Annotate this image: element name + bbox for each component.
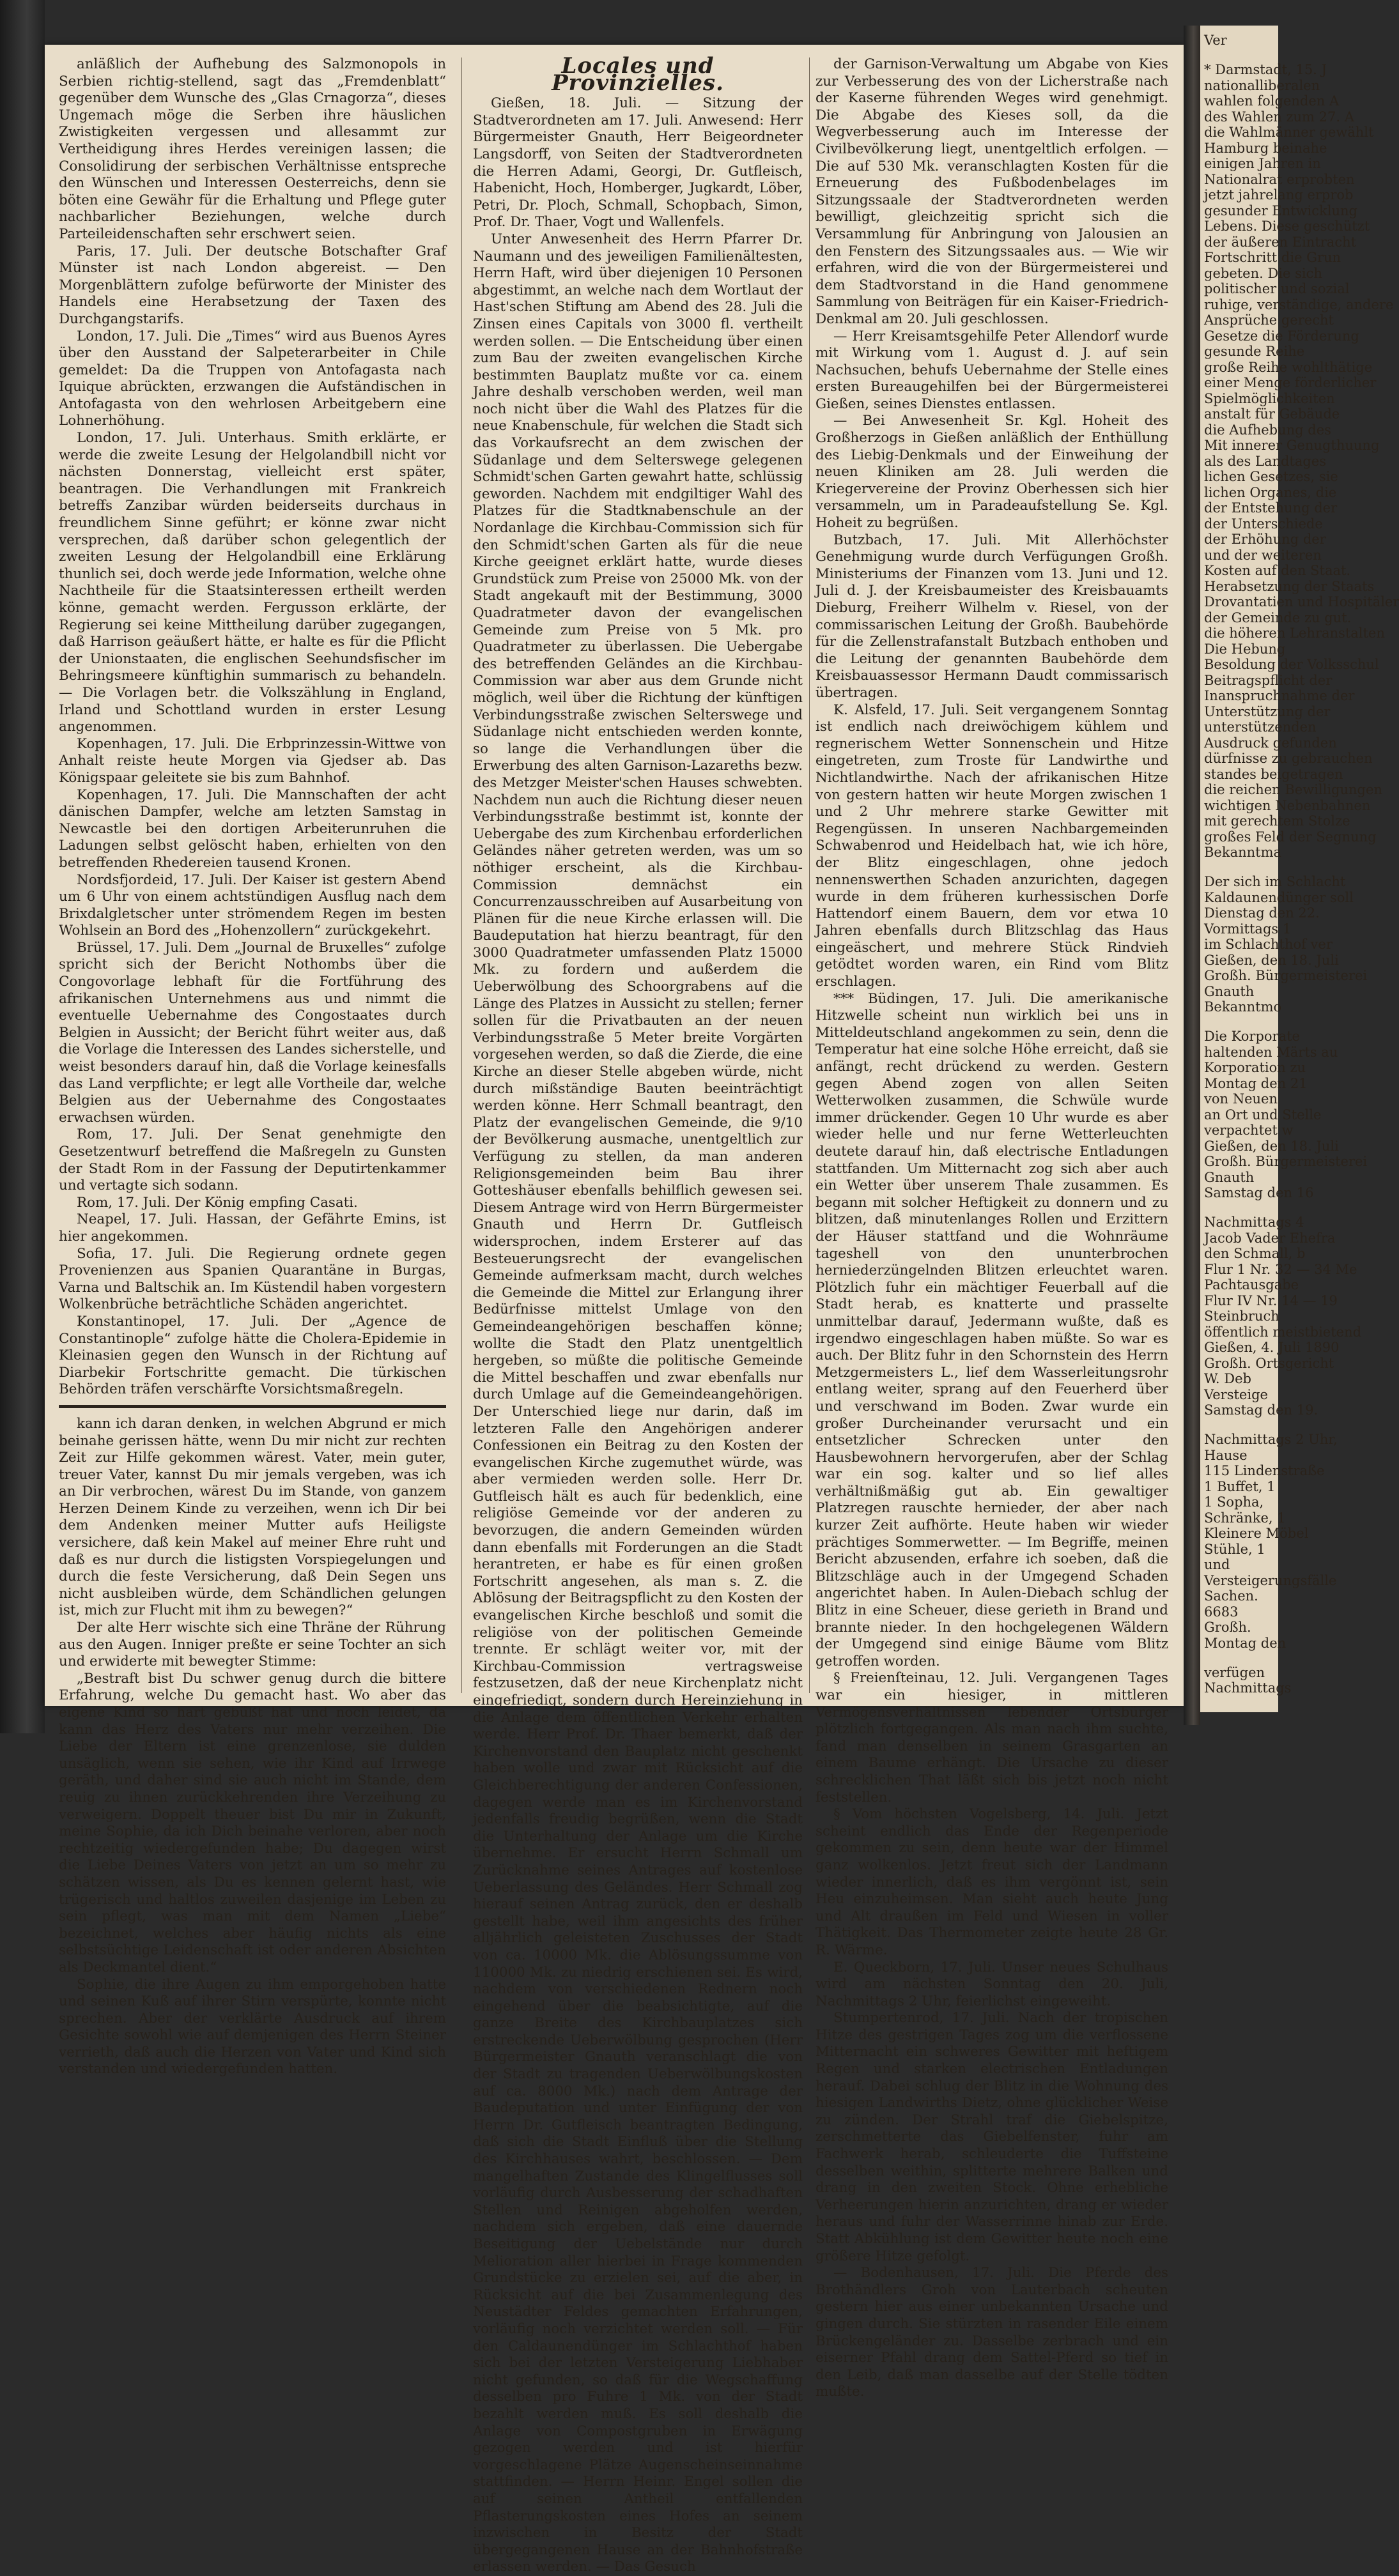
adjacent-page-line: der Erhöhung der [1204,532,1326,547]
adjacent-page-line: Flur 1 Nr. 32 — 34 Me [1204,1261,1357,1277]
adjacent-page-line: des Wahlen zum 27. A [1204,109,1354,125]
local-paragraph: Unter Anwesenheit des Herrn Pfarrer Dr. Naumann und des jeweiligen Familienältesten, Herrn Haft, wird über diejenigen 10 Personen abgestimmt, an welche nach dem Wortlaut der Hast'schen Stiftung am Abend des 28. Juli die Zinsen eines Capitals von 3000 fl. vertheilt werden sollen. — Die Entscheidung über einen zum Bau der zweiten evangelischen Kirche bestimmten Bauplatz mußte vor ca. einem Jahre deshalb verschoben werden, weil man noch nicht über die Wahl des Platzes für die neue Knabenschule, für welchen die Stadt sich das Vorkaufsrecht an dem zwischen der Südanlage und dem Selterswege gelegenen Schmidt'schen Garten gewahrt hatte, schlüssig geworden. Nachdem mit endgiltiger Wahl des Platzes für die Stadtknabenschule an der Nordanlage die Kirchbau-Commission sich für den Schmidt'schen Garten als für die neue Kirche geeignet erklärt hatte, wurde dieses Grundstück zum Preise von 25000 Mk. von der Stadt angekauft mit der Bestimmung, 3000 Quadratmeter davon der evangelischen Gemeinde zum Preise von 5 Mk. pro Quadratmeter zu überlassen. Die Uebergabe des betreffenden Geländes an die Kirchbau-Commission war aber aus dem Grunde nicht möglich, weil über die Richtung der künftigen Verbindungsstraße zwischen Selterswege und Südanlage nicht entschieden werden konnte, so lange die Verhandlungen über die Erwerbung des alten Garnison-Lazareths bezw. des Metzger Meister'schen Hauses schwebten. Nachdem nun auch die Richtung dieser neuen Verbindungsstraße bestimmt ist, konnte der Uebergabe des zum Kirchenbau erforderlichen Geländes näher getreten werden, was um so nöthiger erscheint, als die Kirchbau-Commission demnächst ein Concurrenzausschreiben auf Ausarbeitung von Plänen für die neue Kirche erlassen will. Die Baudeputation hat hierzu beantragt, für den 3000 Quadratmeter umfassenden Platz 15000 Mk. zu fordern und außerdem die Ueberwölbung des Schoorgrabens auf die Länge des Platzes in Aussicht zu stellen; ferner sollen für die Privatbauten an der neuen Verbindungsstraße 5 Meter breite Vorgärten vorgesehen werden, so daß die Zierde, die eine Kirche an dieser Stelle abgeben würde, nicht durch mißständige Bauten beeinträchtigt werden könne. Herr Schmall beantragt, den Platz der evangelischen Gemeinde, die 9/10 der Bevölkerung ausmache, unentgeltlich zur Verfügung zu stellen, da man anderen Religionsgemeinden beim Bau ihrer Gotteshäuser ebenfalls behilflich gewesen sei. Diesem Antrage wird von Herrn Bürgermeister Gnauth und Herrn Dr. Gutfleisch widersprochen, indem Ersterer auf das Besteuerungsrecht der evangelischen Gemeinde aufmerksam macht, durch welches die Gemeinde die Mittel zur Erlangung ihrer Bedürfnisse mittelst Umlage von den Gemeindeangehörigen beschaffen könne; wollte die Stadt den Platz unentgeltlich hergeben, so müßte die politische Gemeinde die Mittel beschaffen und zwar ebenfalls nur durch Umlage auf die Gemeindeangehörigen. Der Unterschied liege nur darin, daß im letzteren Falle den Angehörigen anderer Confessionen ein Beitrag zu den Kosten der evangelischen Kirche zugemuthet würde, was aber vermieden werden solle. Herr Dr. Gutfleisch hält es auch für bedenklich, eine religiöse Gemeinde vor der anderen zu bevorzugen, die andern Gemeinden würden dann ebenfalls mit Forderungen an die Stadt herantreten, er habe es für einen großen Fortschritt angesehen, als man s. Z. die Ablösung der Beitragspflicht zu den Kosten der evangelischen Kirche beschloß und somit die religiöse von der politischen Gemeinde trennte. Er schlägt weiter vor, mit der Kirchbau-Commission vertragsweise festzusetzen, daß der neue Kirchenplatz nicht eingefriedigt, sondern durch Hereinziehung in die Anlage dem öffentlichen Verkehr erhalten werde. Herr Prof. Dr. Thaer bemerkt, daß der Kirchenvorstand den Bauplatz nicht geschenkt haben wolle und zwar mit Rücksicht auf die Gleichberechtigung der anderen Confessionen, dagegen werde man es im Kirchenvorstand jedenfalls freudig begrüßen, wenn die Stadt die Unterhaltung der Anlage um die Kirche übernehme. Er ersucht Herrn Schmall um Zurücknahme seines Antrages auf kostenlose Ueberlassung des Geländes. Herr Schmall zog hierauf seinen Antrag zurück, den er deshalb gestellt habe, weil ihm angesichts des früher alljährlich geleisteten Zuschusses der Stadt von ca. 10000 Mk. die Ablösungssumme von 110000 Mk. zu niedrig erschienen sei. Es wird, nachdem von verschiedenen Rednern noch eingehend über die beabsichtigte, auf die ganze Breite des Kirchbauplatzes sich erstreckende Ueberwölbung gesprochen (Herr Bürgermeister Gnauth veranschlagt die von der Stadt zu tragenden Ueberwölbungskosten auf ca. 8000 Mk.) nach dem Antrage der Baudeputation und unter Einfügung der von Herrn Dr. Gutfleisch beantragten Bedingung, daß sich die Stadt Einfluß über die Stellung des Kirchhauses wahrt, beschlossen. — Dem mangelhaften Zustande des Klingelflusses soll vorläufig durch Ausbesserung der schadhaften Stellen und Reinigen abgeholfen werden, nachdem sich ergeben, daß eine dauernde Beseitigung der Uebelstände nur durch Melioration aller hierbei in Frage kommenden Grundstücke zu erzielen sei, auf die aber, in Rücksicht auf die bei Zusammenlegung des Neustädter Feldes gemachten Erfahrungen, vorläufig noch verzichtet werden soll. — Für den Caldaunendünger im Schlachthof haben sich bei der letzten Versteigerung Liebhaber nicht gefunden, so daß für die Wegschaffung desselben pro Fuhre 1 Mk. von der Stadt bezahlt werden muß. Es soll deshalb die Anlage von Compostgruben in Erwägung gezogen werden und ist hierfür vorgeschlagene Plätze Augenscheinseinnahme stattfinden. — Herrn Heinr. Engel sollen die auf seinen Antheil entfallenden Pflasterungskosten eines Hofes an seinem inzwischen in Besitz der Stadt übergegangenen Hause an der Bahnhofstraße erlassen werden. — Das Gesuch [473,231,803,2575]
regional-paragraph: — Herr Kreisamtsgehilfe Peter Allendorf wurde mit Wirkung vom 1. August d. J. auf sein Nachsuchen, behufs Uebernahme der Stelle eines ersten Bureaugehilfen bei der Bürgermeisterei Gießen, seines Dienstes entlassen. [815,328,1168,412]
adjacent-page-line: wahlen folgenden A [1204,93,1340,109]
news-paragraph: London, 17. Juli. Unterhaus. Smith erklärte, er werde die zweite Lesung der Helgolandbill nicht vor nächsten Donnerstag, vielleicht erst später, beantragen. Die Verhandlungen mit Frankreich betreffs Zanzibar würden beiderseits durchaus in freundlichem Sinne geführt; er könne zwar nicht versprechen, daß darüber schon gelegentlich der zweiten Lesung der Helgolandbill eine Erklärung thunlich sei, doch werde jede Information, welche ohne Nachtheile für die Staatsinteressen ertheilt werden könne, gemacht werden. Fergusson erklärte, der Regierung sei keine Mittheilung darüber zugegangen, daß Harrison geäußert hätte, er halte es für die Pflicht der Unionstaaten, die englischen Seehundsfischer im Behringsmeere künftighin summarisch zu behandeln. — Die Vorlagen betr. die Volkszählung in England, Irland und Schottland wurden in erster Lesung angenommen. [59,430,446,735]
adjacent-page-line: Großh. [1204,1620,1251,1635]
adjacent-page-line: Hause [1204,1447,1248,1463]
adjacent-page-line: Hamburg beinahe [1204,140,1327,156]
column-regional-news [815,56,1168,2401]
regional-news-items [815,56,1168,2401]
adjacent-page-line: Großh. Bürgermeisterei [1204,968,1368,983]
adjacent-page-line: Stühle, 1 [1204,1541,1265,1557]
news-paragraph: Brüssel, 17. Juli. Dem „Journal de Bruxelles“ zufolge spricht sich der Bericht Nothombs über die Congovorlage lebhaft für die Fortführung des afrikanischen Unternehmens aus und nimmt die eventuelle Uebernahme des Congostaates durch Belgien in Aussicht; der Bericht führt weiter aus, daß die Vorlage die Interessen des Landes sicherstelle, und weist besonders darauf hin, daß die Vorlage keinesfalls das Land verpflichte; er legt alle Vortheile dar, welche Belgien aus der Uebernahme des Congostaates erwachsen würden. [59,939,446,1126]
adjacent-page-line: Vormittags 1 [1204,921,1292,937]
adjacent-page-line: lichen Gesetzes, sie [1204,469,1338,484]
regional-paragraph: der Garnison-Verwaltung um Abgabe von Kies zur Verbesserung des von der Licherstraße nach der Kaserne führenden Weges wird genehmigt. Die Abgabe des Kieses soll, da die Wegverbesserung auch im Interesse der Civilbevölkerung liegt, unentgeltlich erfolgen. — Die auf 530 Mk. veranschlagten Kosten für die Erneuerung des Fußbodenbelages im Sitzungssaale der Stadtverordneten werden bewilligt, gleichzeitig spricht sich die Versammlung für Anbringung von Jalousien an den Fenstern des Sitzungssaales aus. — Wie wir erfahren, wird die von der Bürgermeisterei und dem Stadtvorstand in die Hand genommene Sammlung von Beiträgen für ein Kaiser-Friedrich-Denkmal am 20. Juli geschlossen. [815,56,1168,327]
adjacent-page-line: einer Menge förderlicher [1204,375,1377,390]
news-paragraph: Paris, 17. Juli. Der deutsche Botschafter Graf Münster ist nach London abgereist. — Den Morgenblättern zufolge befürworte der Minister des Handels eine Herabsetzung der Taxen des Durchgangstarifs. [59,243,446,327]
adjacent-page-line: Schränke, 1 [1204,1510,1286,1526]
local-paragraph: Gießen, 18. Juli. — Sitzung der Stadtverordneten am 17. Juli. Anwesend: Herr Bürgermeister Gnauth, Herr Beigeordneter Langsdorff, von Seiten der Stadtverordneten die Herren Adami, Georgi, Dr. Gutfleisch, Habenicht, Hoch, Homberger, Jugkardt, Löber, Petri, Dr. Ploch, Schmall, Schopbach, Simon, Prof. Dr. Thaer, Vogt und Wallenfels. [473,95,803,231]
adjacent-page-line: Besoldung der Volksschul [1204,657,1379,672]
adjacent-page-line: Unterstützung der [1204,703,1331,719]
adjacent-page-line: Gießen, 4. Juli 1890 [1204,1340,1340,1355]
adjacent-page-line: Sachen. [1204,1588,1258,1604]
adjacent-page-line: der Entstehung der [1204,500,1338,516]
adjacent-page-line: an Ort und Stelle [1204,1107,1322,1123]
column-rule-1 [461,57,462,1693]
adjacent-page-line: Nachmittags 2 Uhr, [1204,1432,1338,1447]
adjacent-page-line: der äußeren Eintracht [1204,234,1357,250]
adjacent-page-line: lichen Organes, die [1204,484,1337,500]
column-local-news [473,53,803,2576]
adjacent-page-line: 115 Lindenstraße [1204,1463,1325,1478]
adjacent-page-line: großes Feld der Segnung [1204,829,1377,845]
adjacent-page-line: die Wahlmänner gewählt [1204,125,1374,140]
adjacent-page-line: Jacob Vader Ehefra [1204,1230,1336,1246]
adjacent-page-line: Kleinere Möbel [1204,1526,1309,1541]
adjacent-page-line: Fortschritt die Grun [1204,250,1341,265]
adjacent-page-line: und der weiteren [1204,547,1322,563]
adjacent-page-line: Versteige [1204,1386,1268,1402]
adjacent-page-line: im Schlachthof ver [1204,937,1333,952]
adjacent-page-line: Großh. Ortsgericht [1204,1355,1334,1371]
adjacent-page-fragment [1200,26,1399,1712]
adjacent-page-line: verfügen [1204,1664,1265,1680]
adjacent-page-line: * Darmstadt, 15. J [1204,62,1327,77]
adjacent-page-line: standes beigetragen [1204,766,1343,782]
adjacent-page-line: und [1204,1557,1230,1572]
news-paragraph: Kopenhagen, 17. Juli. Die Erbprinzessin-Wittwe von Anhalt reiste heute Morgen via Gjedser ab. Das Königspaar geleitete sie bis zum Bahnhof. [59,735,446,786]
news-paragraph: London, 17. Juli. Die „Times“ wird aus Buenos Ayres über den Ausstand der Salpeterarbeiter in Chile gemeldet: Da die Truppen von Antofagasta nach Iquique abrückten, erzwangen die Aufständischen in Antofagasta von den wehrlosen Arbeitgebern eine Lohnerhöhung. [59,328,446,429]
adjacent-page-line: Herabsetzung der Staats [1204,578,1375,594]
adjacent-page-line: die Aufhebung des [1204,422,1331,438]
adjacent-page-line: Nachmittags [1204,1680,1292,1696]
regional-paragraph: *** Büdingen, 17. Juli. Die amerikanische Hitzwelle scheint nun wirklich bei uns in Mitteldeutschland angekommen zu sein, denn die Temperatur hat eine solche Höhe erreicht, daß sie anfängt, recht drückend zu werden. Gestern gegen Abend zogen von allen Seiten Wetterwolken zusammen, die Schwüle wurde immer drückender. Gegen 10 Uhr wurde es aber wieder helle und nur ferne Wetterleuchten deutete darauf hin, daß electrische Entladungen stattfanden. Um Mitternacht zog sich aber auch ein Wetter über unserem Thale zusammen. Es begann mit solcher Heftigkeit zu donnern und zu blitzen, daß minutenlanges Rollen und Erzittern der Häuser stattfand und die Wohnräume tageshell von den ununterbrochen herniederzüngelnden Blitzen erleuchtet waren. Plötzlich fuhr ein mächtiger Feuerball auf die Stadt herab, es knatterte und prasselte unmittelbar darauf, Jedermann wußte, daß es irgendwo eingeschlagen haben müßte. So war es auch. Der Blitz fuhr in den Schornstein des Herrn Metzgermeisters L., lief dem Wasserleitungsrohr entlang weiter, sprang auf den Feuerherd über und verschwand im Boden. Zwar wurde ein großer Durcheinander verursacht und ein entsetzlicher Schrecken unter den Hausbewohnern hervorgerufen, aber der Schlag war ein sog. kalter und so lief alles verhältnißmäßig gut ab. Ein gewaltiger Platzregen rauschte hernieder, der aber nach kurzer Zeit aufhörte. Heute haben wir wieder prächtiges Sommerwetter. — Im Begriffe, meinen Bericht abzusenden, erfahre ich soeben, daß die Blitzschläge auch in der Umgegend Schaden angerichtet haben. In Aulen-Diebach schlug der Blitz in eine Scheuer, diese gerieth in Brand und brannte nieder. In den hochgelegenen Wäldern der Umgegend sind einige Bäume vom Blitz getroffen worden. [815,990,1168,1669]
adjacent-page-line: einigen Jahren in [1204,156,1321,171]
adjacent-page-line: Korporation zu [1204,1060,1306,1075]
adjacent-page-line: 1 Sopha, [1204,1494,1264,1510]
regional-paragraph: Stumpertenrod, 17. Juli. Nach der tropischen Hitze des gestrigen Tages zog um die verflossene Mitternacht ein schweres Gewitter mit heftigem Regen und starken electrischen Entladungen herauf. Dabei schlug der Blitz in die Wohnung des hiesigen Landwirths Dietz, ohne glücklicher Weise zu zünden. Der Strahl traf die Giebelspitze, zerschmetterte das Giebelfenster, fuhr am Fachwerk herab, schleuderte die Tuffsteine desselben weithin, splitterte mehrere Balken und drang in den zweiten Stock. Ohne erhebliche Verheerungen hierin anzurichten, drang er wieder heraus und fuhr der Wasserrinne hinab zur Erde. Statt Abkühlung ist dem Gewitter heute noch eine größere Hitze gefolgt. [815,2010,1168,2264]
book-spine [0,0,45,1733]
regional-paragraph: E. Queckborn, 17. Juli. Unser neues Schulhaus wird am nächsten Sonntag den 20. Juli, Nachmittags 2 Uhr, feierlichst eingeweiht. [815,1959,1168,2009]
adjacent-page-line: Samstag den 16 [1204,1185,1314,1200]
local-news-items [473,95,803,2576]
adjacent-page-line: die höheren Lehranstalten [1204,625,1385,641]
adjacent-page-line: Ausdruck gefunden [1204,735,1337,751]
adjacent-page-line: als des Landtages [1204,453,1327,469]
regional-paragraph: § Freienſteinau, 12. Juli. Vergangenen Tages war ein hiesiger, in mittleren Vermögensverhältnissen lebender Ortsbürger plötzlich fortgegangen. Als man nach ihm suchte, fand man denselben in seinem Grasgarten an einem Baume erhängt. Die Ursache zu dieser schrecklichen That läßt sich bis jetzt noch nicht feststellen. [815,1670,1168,1805]
adjacent-page-line: Nationalrat erprobten [1204,171,1355,187]
adjacent-page-line: Pachtausgabe [1204,1277,1299,1292]
adjacent-page-line: Die Korporate [1204,1029,1300,1044]
regional-paragraph: — Bei Anwesenheit Sr. Kgl. Hoheit des Großherzogs in Gießen anläßlich der Enthüllung des Liebig-Denkmals und der Einweihung der neuen Kliniken am 28. Juli werden die Kriegervereine der Provinz Oberhessen sich hier versammeln, um in Paradeaufstellung Se. Kgl. Hoheit zu begrüßen. [815,413,1168,532]
serial-story [59,1416,446,2078]
serial-paragraph: „Bestraft bist Du schwer genug durch die bittere Erfahrung, welche Du gemacht hast. Wo aber das eigene Kind so hart gebüßt hat und noch leidet, da kann das Herz des Vaters nur mehr verzeihen. Die Liebe der Eltern ist eine grenzenlose, sie dulden unsäglich, wenn sie sehen, wie ihr Kind auf Irrwege geräth, und daher sind sie auch nicht im Stande, dem reuig zu ihnen zurückkehrenden ihre Verzeihung zu verweigern. Doppelt theuer bist Du mir in Zukunft, meine Sophie, da ich Dich beinahe verloren, aber noch rechtzeitig wiedergefunden habe; Du dagegen wirst die Liebe Deines Vaters von jetzt an um so mehr zu schätzen wissen, als Du es kennen gelernt hast, wie trügerisch und haltlos zuweilen dasjenige im Leben zu sein pflegt, was man mit dem Namen „Liebe“ bezeichnet, welches aber häufig nichts als eine selbstsüchtige Leidenschaft ist oder anderen Absichten als Deckmantel dient.“ [59,1670,446,1975]
adjacent-page-line: den Schmall, b [1204,1246,1306,1261]
regional-paragraph: Butzbach, 17. Juli. Mit Allerhöchster Genehmigung wurde durch Verfügungen Großh. Ministeriums der Finanzen vom 13. Juni und 12. Juli d. J. der Kreisbaumeister des Kreisbauamts Dieburg, Freiherr Wilhelm v. Riesel, von der commissarischen Leitung der Großh. Baubehörde für die Zellenstrafanstalt Butzbach enthoben und die Leitung der genannten Baubehörde dem Kreisbauassessor Hermann Daudt commissarisch übertragen. [815,532,1168,701]
adjacent-page-line: anstalt für Gebäude [1204,406,1340,422]
adjacent-page-line: jetzt jahrelang erprob [1204,187,1354,203]
adjacent-page-line: Gnauth [1204,1169,1255,1185]
adjacent-page-line: Die Hebung [1204,641,1286,657]
adjacent-page-line: Flur IV Nr. 14 — 19 [1204,1292,1338,1308]
news-paragraph: Nordsfjordeid, 17. Juli. Der Kaiser ist gestern Abend um 6 Uhr von einem achtstündigen Ausflug nach dem Brixdalgletscher unter strömendem Regen im besten Wohlsein an Bord des „Hohenzollern“ zurückgekehrt. [59,871,446,939]
adjacent-page-line: Beitragspflicht der [1204,672,1333,688]
news-paragraph: Rom, 17. Juli. Der Senat genehmigte den Gesetzentwurf betreffend die Maßregeln zu Gunsten der Stadt Rom in der Fassung der Deputirtenkammer und vertagte sich sodann. [59,1126,446,1194]
adjacent-page-line: Ansprüche gerecht [1204,312,1334,328]
adjacent-page-line: unterstützenden [1204,719,1317,735]
adjacent-page-line: gebeten. Die sich [1204,265,1322,281]
adjacent-page-line: der Gemeinde zu gut. [1204,610,1352,625]
adjacent-page-line: Großh. Bürgermeisterei [1204,1154,1368,1169]
adjacent-page-line: Inanspruchnahme der [1204,688,1355,703]
adjacent-page-line: Ver [1204,33,1227,48]
column-foreign-news [59,56,446,2078]
adjacent-page-line: die reichen Bewilligungen [1204,782,1382,797]
adjacent-page-line: von Neuen [1204,1091,1278,1107]
adjacent-page-line: Bekanntma [1204,845,1282,860]
feuilleton-separator [59,1405,446,1408]
news-paragraph: Kopenhagen, 17. Juli. Die Mannschaften der acht dänischen Dampfer, welche am letzten Samstag in Newcastle bei den dortigen Arbeiterunruhen die Ladungen selbst gelöscht haben, erhielten von den betreffenden Rhedereien tausend Kronen. [59,786,446,871]
adjacent-page-line: gesunder Entwicklung [1204,203,1357,218]
adjacent-page-line: dürfnisse zu gebrauchen [1204,751,1373,766]
adjacent-page-line: Kosten auf den Staat. [1204,563,1351,578]
adjacent-page-line: Nachmittags 4 [1204,1215,1304,1230]
column-rule-2 [809,57,810,1693]
adjacent-page-line: Drovantatien und Hospitäler [1204,594,1399,610]
section-heading: Locales und Provinzielles. [552,53,724,96]
news-paragraph: Sofia, 17. Juli. Die Regierung ordnete gegen Provenienzen aus Spanien Quarantäne in Burgas, Varna und Baltschik an. Im Küstendil haben vorgestern Wolkenbrüche beträchtliche Schäden angerichtet. [59,1245,446,1313]
adjacent-page-line: öffentlich meistbietend [1204,1324,1362,1340]
adjacent-page-line: mit gerechtem Stolze [1204,813,1350,829]
adjacent-page-line: W. Deb [1204,1371,1251,1386]
adjacent-page-line: Steinbruch [1204,1308,1279,1324]
serial-paragraph: Sophie, die ihre Augen zu ihm emporgehoben hatte und seinen Kuß auf ihrer Stirn verspürte, konnte nicht sprechen. Aber der verklärte Ausdruck auf ihrem Gesichte sowohl wie auf demjenigen des Herrn Steiner verrieth, daß auch die Herzen von Vater und Kind sich verstanden und wiedergefunden hatten. [59,1976,446,2078]
regional-paragraph: § Vom höchsten Vogelsberg, 14. Juli. Jetzt scheint endlich das Ende der Regenperiode gekommen zu sein, denn heute war der Himmel ganz wolkenlos. Jetzt freut sich der Landmann wieder innerlich, daß es ihm vergönnt ist, sein Heu einzuheimsen. Man sieht auch heute Jung und Alt draußen im Feld und Wiesen in voller Thätigkeit. Das Thermometer zeigte heute 28 Gr. R. Wärme. [815,1806,1168,1958]
adjacent-page-line: haltenden Märts au [1204,1044,1338,1060]
adjacent-page-line: Dienstag den 22. [1204,905,1320,921]
adjacent-page-line: politischer und sozial [1204,281,1350,296]
adjacent-page-line: Montag den 21 [1204,1075,1308,1091]
adjacent-page-line: Samstag den 19. [1204,1402,1318,1418]
adjacent-page-line: ruhige, verständige, andere [1204,296,1394,312]
adjacent-page-line: 1 Buffet, 1 [1204,1478,1276,1494]
regional-paragraph: — Bodenhausen, 17. Juli. Die Pferde des Brothändlers Groh von Lauterbach scheuten gestern hier aus einer unbekannten Ursache und gingen durch. Sie stürzten in rasender Eile einem Brückengeländer zu. Dasselbe zerbrach und ein eiserner Pfahl drang dem Sattel-Pferd so tief in den Leib, daß man dasselbe auf der Stelle tödten mußte. [815,2265,1168,2400]
adjacent-page-line: Spielmöglichkeiten [1204,390,1335,406]
adjacent-page-line: Der sich im Schlacht [1204,874,1346,889]
regional-paragraph: K. Alsfeld, 17. Juli. Seit vergangenem Sonntag ist endlich nach dreiwöchigem kühlem und regnerischem Wetter Sonnenschein und Hitze eingetreten, zum Troste für Landwirthe und Nichtlandwirthe. Nach der afrikanischen Hitze von gestern hatten wir heute Morgen zwischen 1 und 2 Uhr mehrere starke Gewitter mit Regengüssen. In unseren Nachbargemeinden Schwabenrod und Heidelbach hat, wie ich höre, der Blitz eingeschlagen, ohne jedoch nennenswerthen Schaden anzurichten, dagegen wurde in dem früheren kurhessischen Dorfe Hattendorf einem Bauern, dem vor etwa 10 Jahren ebenfalls durch Blitzschlag das Haus eingeäschert, und mehrere Stück Rindvieh getödtet worden waren, ein Rind vom Blitz erschlagen. [815,702,1168,990]
adjacent-page-line: Gießen, den 18. Juli [1204,952,1339,968]
adjacent-page-line: gesunde Reihe [1204,344,1305,359]
adjacent-page-line: Bekanntmo [1204,999,1282,1015]
news-paragraph: Neapel, 17. Juli. Hassan, der Gefährte Emins, ist hier angekommen. [59,1211,446,1245]
news-paragraph: Rom, 17. Juli. Der König empfing Casati. [77,1194,358,1211]
news-items [59,56,446,1399]
adjacent-page-line: Mit innerer Genugthuung [1204,438,1380,453]
adjacent-page-line: Montag den [1204,1635,1287,1651]
adjacent-page-line: der Unterschiede [1204,516,1323,532]
adjacent-page-line: 6683 [1204,1604,1239,1620]
adjacent-page-line: nationalliberalen [1204,77,1320,93]
news-paragraph: Konstantinopel, 17. Juli. Der „Agence de Constantinople“ zufolge hätte die Cholera-Epidemie in Kleinasien gegen den Wunsch in der Richtung auf Diarbekir Fortschritte gemacht. Die türkischen Behörden träfen verschärfte Vorsichtsmaßregeln. [59,1313,446,1398]
adjacent-page-line: Versteigerungsfälle [1204,1572,1337,1588]
adjacent-page-line: verpachtet w [1204,1123,1294,1138]
news-paragraph: anläßlich der Aufhebung des Salzmonopols in Serbien richtig-stellend, sagt das „Fremdenblatt“ gegenüber dem Wunsche des „Glas Crnagorza“, dieses Ungemach möge die Serben ihre häuslichen Zwistigkeiten vergessen und allesammt zur Vertheidigung ihres Herdes vereinigen lassen; die Consolidirung der serbischen Verhältnisse entspreche den Wünschen und Interessen Oesterreichs, denn sie böten eine Gewähr für die Erhaltung und Pflege guter nachbarlicher Beziehungen, welche durch Parteileidenschaften sehr erschwert seien. [59,56,446,242]
adjacent-page-line: Gesetze die Förderung [1204,328,1359,344]
serial-paragraph: Der alte Herr wischte sich eine Thräne der Rührung aus den Augen. Inniger preßte er seine Tochter an sich und erwiderte mit bewegter Stimme: [59,1620,446,1670]
book-gutter [1184,26,1200,1725]
adjacent-page-line: wichtigen Nebenbahnen [1204,797,1371,813]
adjacent-page-line: Lebens. Diese geschützt [1204,218,1370,234]
serial-paragraph: kann ich daran denken, in welchen Abgrund er mich beinahe gerissen hätte, wenn Du mir nicht zur rechten Zeit zur Hilfe gekommen wärest. Vater, mein guter, treuer Vater, kannst Du mir jemals vergeben, was ich an Dir verbrochen, wärest Du im Stande, von ganzem Herzen Deinem Kinde zu verzeihen, wenn ich Dir bei dem Andenken meiner Mutter aufs Heiligste versichere, daß kein Makel auf meiner Ehre ruht und daß es nur durch die listigsten Vorspiegelungen und durch die feste Versicherung, daß Dein Segen uns nicht ausbleiben würde, dem Schändlichen gelungen ist, mich zur Flucht mit ihm zu bewegen?“ [59,1415,446,1619]
adjacent-page-line: Gnauth [1204,983,1255,999]
adjacent-page-line: große Reihe wohlthätige [1204,359,1373,375]
adjacent-page-line: Kaldaunendünger soll [1204,889,1354,905]
adjacent-page-line: Gießen, den 18. Juli [1204,1138,1339,1154]
